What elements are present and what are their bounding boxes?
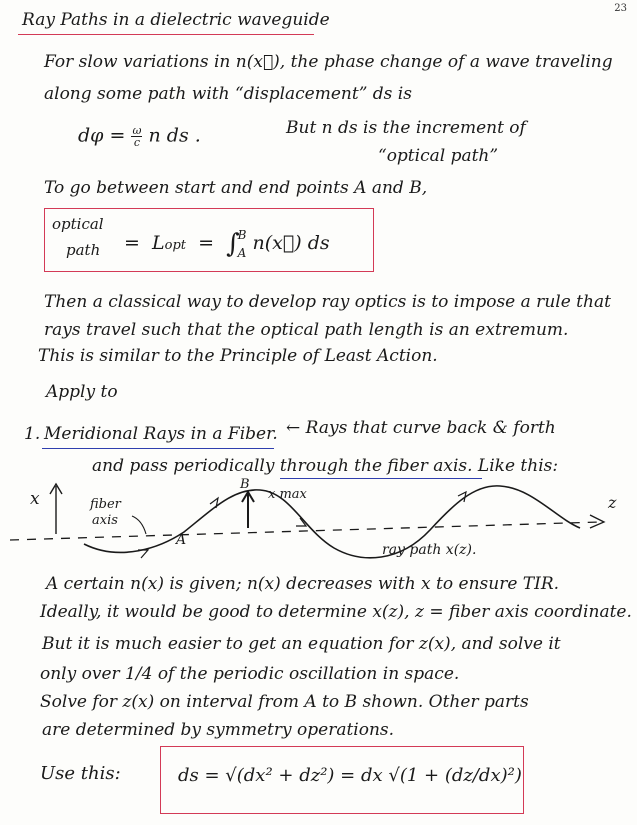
- point-a-label: A: [176, 532, 187, 548]
- ray-path-label: ray path x(z).: [382, 542, 477, 558]
- body2-line-6: are determined by symmetry operations.: [42, 720, 395, 740]
- z-axis-arrowhead: [590, 515, 604, 528]
- line2-prefix: and pass periodically: [92, 456, 275, 476]
- meridional-heading: Meridional Rays in a Fiber.: [44, 424, 278, 444]
- fiber-axis-label-1: fiber: [90, 497, 121, 512]
- classical-line-3: This is similar to the Principle of Least Action.: [38, 346, 438, 366]
- line2-underlined: through the fiber axis: [279, 456, 468, 476]
- frac-numerator: ω: [132, 124, 142, 137]
- classical-line-1: Then a classical way to develop ray optics is to impose a rule that: [44, 292, 611, 312]
- phase-lhs: dφ =: [78, 124, 126, 147]
- meridional-underline: [42, 448, 274, 449]
- phase-rhs: n ds .: [148, 124, 201, 147]
- optical-label-2: path: [66, 241, 101, 259]
- intro-line-1: For slow variations in n(x⃗), the phase change of a wave traveling: [44, 52, 613, 72]
- title-underline: [18, 34, 314, 35]
- meridional-arrow-text: ← Rays that curve back & forth: [286, 418, 556, 438]
- ray-arrow-4: [458, 492, 466, 502]
- apply-to: Apply to: [46, 382, 118, 402]
- page-number: 23: [614, 3, 627, 14]
- ray-path-curve: [84, 486, 580, 558]
- integral-lower: A: [237, 246, 247, 260]
- body2-line-5: Solve for z(x) on interval from A to B shown. Other parts: [40, 692, 529, 712]
- page-title: Ray Paths in a dielectric waveguide: [22, 10, 330, 30]
- phase-note-line-1: But n ds is the increment of: [286, 118, 526, 138]
- ds-equation: ds = √(dx² + dz²) = dx √(1 + (dz/dx)²): [178, 765, 522, 786]
- optical-label-1: optical: [52, 215, 104, 233]
- fiber-axis-label-2: axis: [92, 513, 118, 528]
- intro-line-2: along some path with “displacement” ds is: [44, 84, 412, 104]
- body2-line-1: A certain n(x) is given; n(x) decreases with x to ensure TIR.: [46, 574, 560, 594]
- ray-arrow-2: [210, 498, 218, 508]
- meridional-line-2: [92, 456, 558, 476]
- phase-note-line-2: “optical path”: [378, 146, 499, 166]
- line2-suffix: . Like this:: [467, 456, 559, 476]
- body2-line-4: only over 1/4 of the periodic oscillation in space.: [40, 664, 460, 684]
- classical-line-2: rays travel such that the optical path length is an extremum.: [44, 320, 569, 340]
- xmax-label: x max: [268, 487, 307, 502]
- phase-equation: [78, 125, 201, 148]
- z-axis-label: z: [608, 493, 617, 512]
- body2-line-2: Ideally, it would be good to determine x(z), z = fiber axis coordinate.: [40, 602, 632, 622]
- point-b-label: B: [240, 478, 250, 492]
- fiber-axis-pointer: [132, 516, 146, 534]
- omega-over-c: [131, 125, 142, 148]
- use-this-label: Use this:: [40, 763, 121, 784]
- meridional-number: 1.: [24, 424, 41, 444]
- body2-line-3: But it is much easier to get an equation for z(x), and solve it: [42, 634, 561, 654]
- x-axis-label: x: [30, 489, 40, 509]
- optical-path-equation: = Lopt = ∫ B A n(x⃗) ds: [124, 228, 330, 260]
- between-line: To go between start and end points A and B,: [44, 178, 428, 198]
- frac-denominator: c: [133, 136, 141, 149]
- integral-upper: B: [237, 228, 247, 242]
- ray-path-diagram: [0, 478, 637, 568]
